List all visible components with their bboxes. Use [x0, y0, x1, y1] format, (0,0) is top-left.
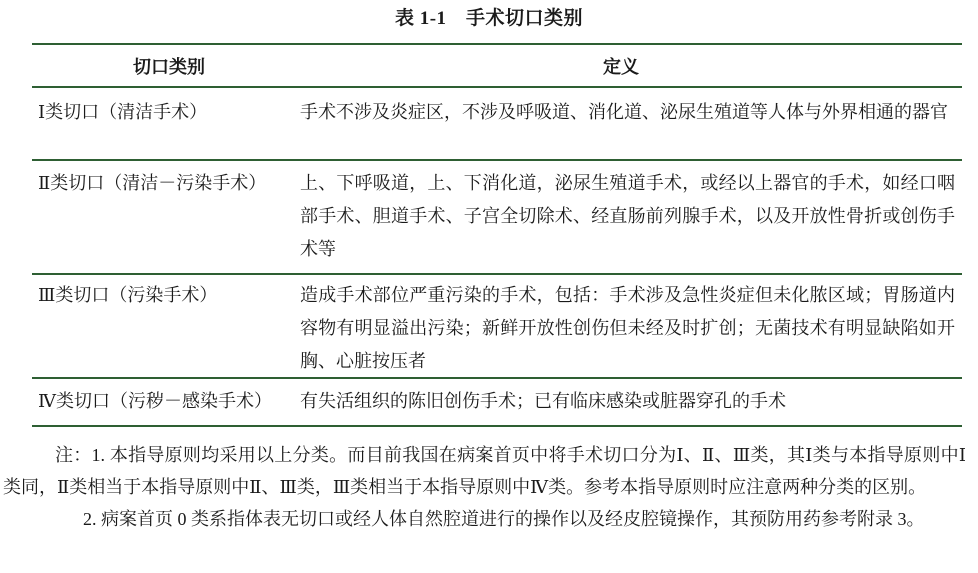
table-header-row: [32, 45, 962, 88]
table-notes: [3, 439, 966, 535]
row-class2-definition: 上、下呼吸道，上、下消化道，泌尿生殖道手术，或经以上器官的手术，如经口咽部手术、胆道手术、子宫全切除术、经直肠前列腺手术，以及开放性骨折或创伤手术等: [300, 173, 955, 259]
table-row-class2: [32, 161, 962, 275]
table-row-class3: [32, 275, 962, 379]
table-row-class1: [32, 88, 962, 161]
row-class2-category: Ⅱ类切口（清洁－污染手术）: [38, 173, 267, 193]
header-incision-category: 切口类别: [133, 56, 205, 77]
table-title: 表 1-1 手术切口类别: [394, 8, 584, 29]
row-class1-category: Ⅰ类切口（清洁手术）: [38, 102, 208, 122]
row-class3-definition: 造成手术部位严重污染的手术，包括：手术涉及急性炎症但未化脓区域；胃肠道内容物有明显溢出污染；新鲜开放性创伤但未经及时扩创；无菌技术有明显缺陷如开胸、心脏按压者: [300, 285, 955, 371]
row-class4-category: Ⅳ类切口（污秽－感染手术）: [38, 391, 272, 411]
incision-category-table: [32, 43, 962, 427]
note-1: 注：1. 本指导原则均采用以上分类。而目前我国在病案首页中将手术切口分为Ⅰ、Ⅱ、Ⅲ类，其Ⅰ类与本指导原则中Ⅰ类同，Ⅱ类相当于本指导原则中Ⅱ、Ⅲ类，Ⅲ类相当于本指导原则中Ⅳ类。参考本指导原则时应注意两种分类的区别。: [3, 445, 966, 497]
row-class3-category: Ⅲ类切口（污染手术）: [38, 285, 218, 305]
header-definition: 定义: [603, 56, 639, 77]
table-row-class4: [32, 379, 962, 427]
row-class4-definition: 有失活组织的陈旧创伤手术；已有临床感染或脏器穿孔的手术: [300, 391, 786, 411]
row-class1-definition: 手术不涉及炎症区，不涉及呼吸道、消化道、泌尿生殖道等人体与外界相通的器官: [300, 102, 948, 122]
note-2: 2. 病案首页 0 类系指体表无切口或经人体自然腔道进行的操作以及经皮腔镜操作，其预防用药参考附录 3。: [83, 509, 925, 529]
